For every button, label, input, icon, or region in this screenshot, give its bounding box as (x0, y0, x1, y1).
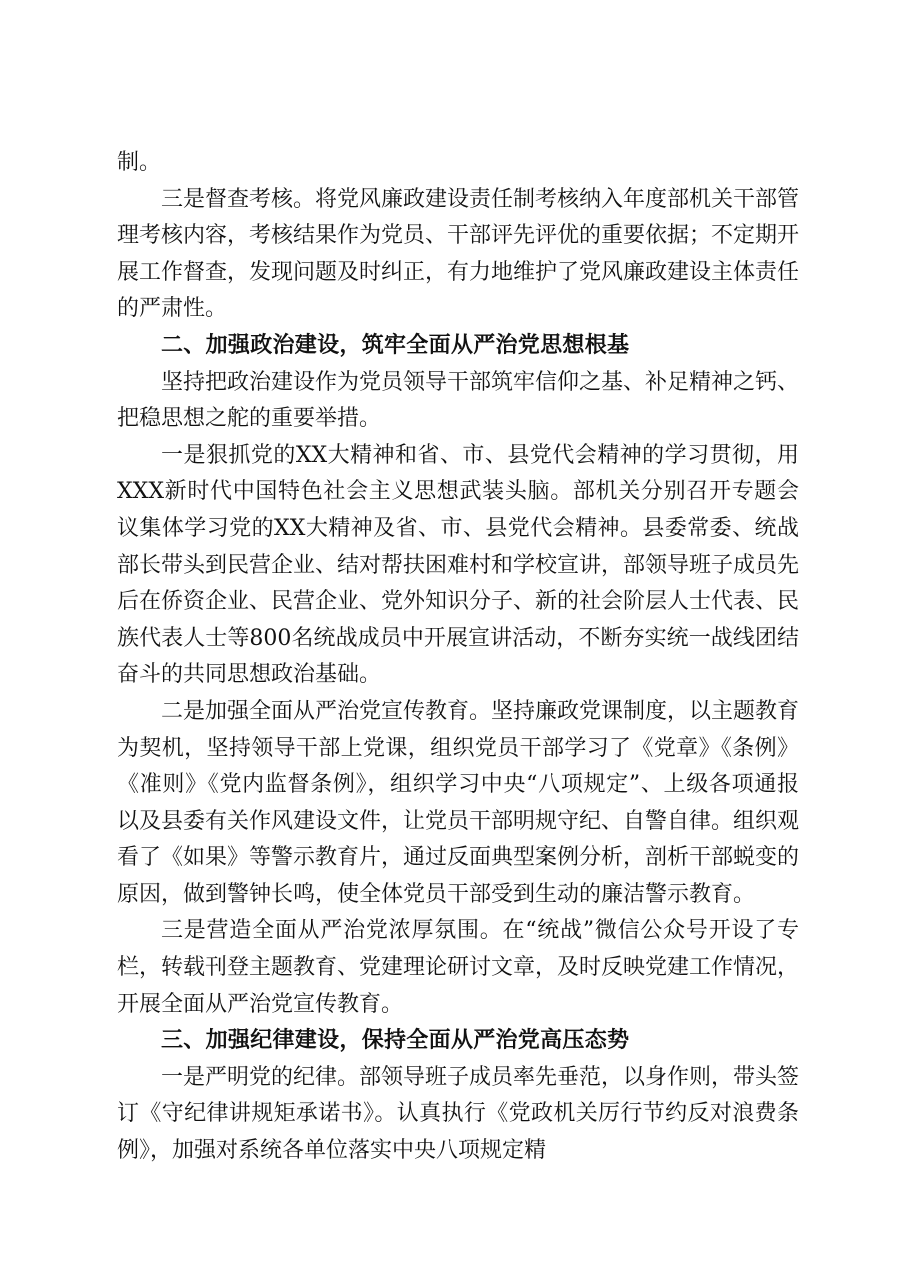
paragraph-study-spirit: 一是狠抓党的XX大精神和省、市、县党代会精神的学习贯彻，用XXX新时代中国特色社会主义思想武装头脑。部机关分别召开专题会议集体学习党的XX大精神及省、市、县党代会精神。县委常委、统战部长带头到民营企业、结对帮扶困难村和学校宣讲，部领导班子成员先后在侨资企业、民营企业、党外知识分子、新的社会阶层人士代表、民族代表人士等800名统战成员中开展宣讲活动，不断夯实统一战线团结奋斗的共同思想政治基础。 (117, 442, 800, 688)
document-body (117, 145, 799, 1170)
section-heading-3: 三、加强纪律建设，保持全面从严治党高压态势 (161, 1028, 630, 1054)
paragraph-discipline: 一是严明党的纪律。部领导班子成员率先垂范，以身作则，带头签订《守纪律讲规矩承诺书》。认真执行《党政机关厉行节约反对浪费条例》，加强对系统各单位落实中央八项规定精 (117, 1064, 800, 1164)
section-heading-2: 二、加强政治建设，筑牢全面从严治党思想根基 (161, 332, 630, 358)
paragraph-continuation: 制。 (117, 150, 162, 175)
paragraph-political-intro: 坚持把政治建设作为党员领导干部筑牢信仰之基、补足精神之钙、把稳思想之舵的重要举措。 (117, 369, 800, 432)
paragraph-supervision: 三是督查考核。将党风廉政建设责任制考核纳入年度部机关干部管理考核内容，考核结果作为党员、干部评先评优的重要依据；不定期开展工作督查，发现问题及时纠正，有力地维护了党风廉政建设主体责任的严肃性。 (117, 186, 800, 322)
paragraph-education: 二是加强全面从严治党宣传教育。坚持廉政党课制度，以主题教育为契机，坚持领导干部上党课，组织党员干部学习了《党章》《条例》《准则》《党内监督条例》，组织学习中央“八项规定”、上级各项通报以及县委有关作风建设文件，让党员干部明规守纪、自警自律。组织观看了《如果》等警示教育片，通过反面典型案例分析，剖析干部蜕变的原因，做到警钟长鸣，使全体党员干部受到生动的廉洁警示教育。 (117, 698, 800, 907)
paragraph-atmosphere: 三是营造全面从严治党浓厚氛围。在“统战”微信公众号开设了专栏，转载刊登主题教育、党建理论研讨文章，及时反映党建工作情况，开展全面从严治党宣传教育。 (117, 918, 800, 1017)
